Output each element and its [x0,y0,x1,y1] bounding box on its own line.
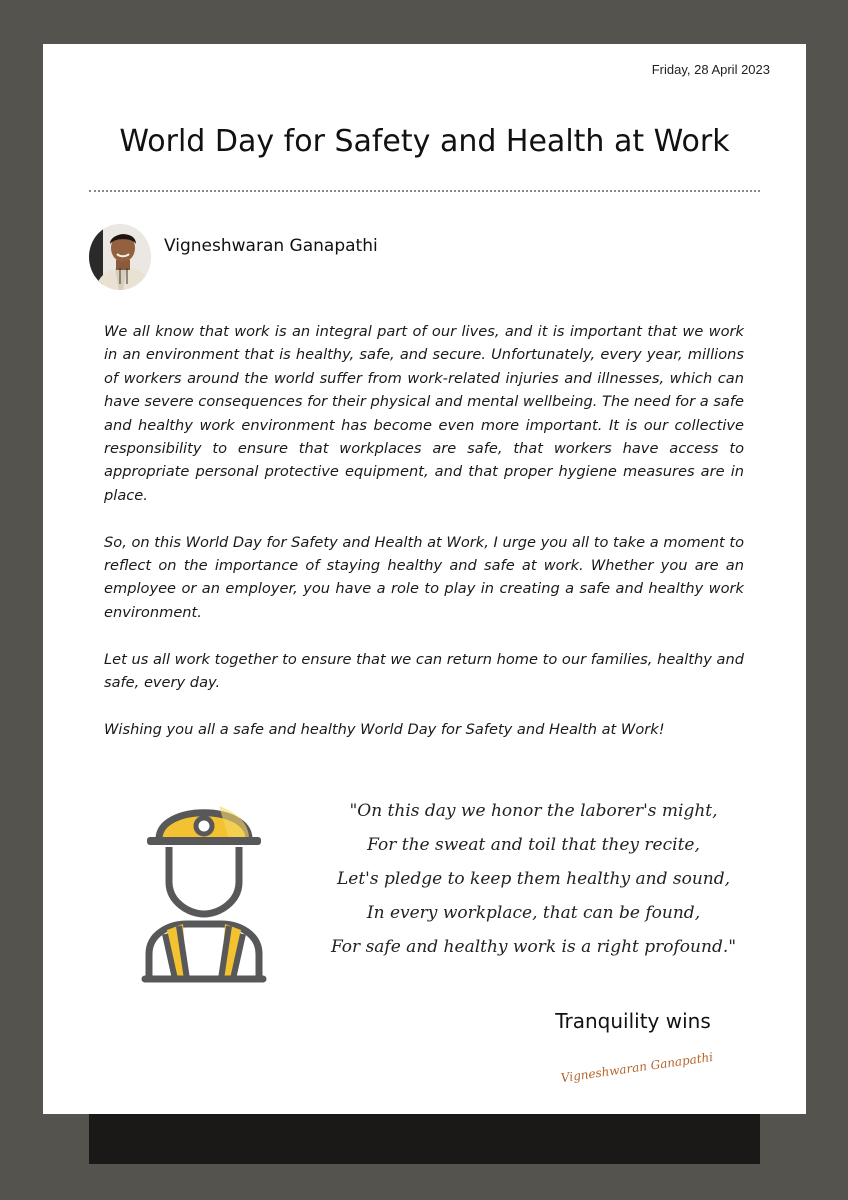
construction-worker-icon [139,784,269,984]
dotted-divider [89,190,760,192]
paragraph: Let us all work together to ensure that we can return home to our families, healthy and safe, every day. [104,650,744,692]
letter-body [104,320,744,765]
letter-page [43,44,806,1114]
poem-line: In every workplace, that can be found, [366,903,701,923]
bottom-bar [89,1113,760,1164]
avatar [89,224,151,290]
signature-image [553,1034,713,1084]
date: Friday, 28 April 2023 [651,62,770,77]
poem-line: For the sweat and toil that they recite, [367,835,700,855]
poem-line: For safe and healthy work is a right profound." [330,937,737,957]
signature-text: Vigneshwaran Ganapathi [559,1049,713,1084]
tagline: Tranquility wins [555,1009,711,1033]
author-name: Vigneshwaran Ganapathi [164,236,378,256]
paragraph: So, on this World Day for Safety and Health at Work, I urge you all to take a moment to reflect on the importance of staying healthy and safe at work. Whether you are an employee or an employer, you have a role to play in creating a safe and healthy work environment. [104,533,744,621]
paragraph: Wishing you all a safe and healthy World Day for Safety and Health at Work! [104,720,665,738]
author-photo-icon [89,224,151,290]
poem-line: Let's pledge to keep them healthy and sound, [336,869,731,889]
paragraph: We all know that work is an integral part of our lives, and it is important that we work in an environment that is healthy, safe, and secure. Unfortunately, every year, millions of workers around the world suffer from work-related injuries and illnesses, which can have severe consequences for their physical and mental wellbeing. The need for a safe and healthy work environment has become even more important. It is our collective responsibility to ensure that workplaces are safe, that workers have access to appropriate personal protective equipment, and that proper hygiene measures are in place. [104,323,744,504]
poem-line: "On this day we honor the laborer's might, [349,801,718,821]
page-title: World Day for Safety and Health at Work [119,124,730,159]
poem [311,794,756,964]
